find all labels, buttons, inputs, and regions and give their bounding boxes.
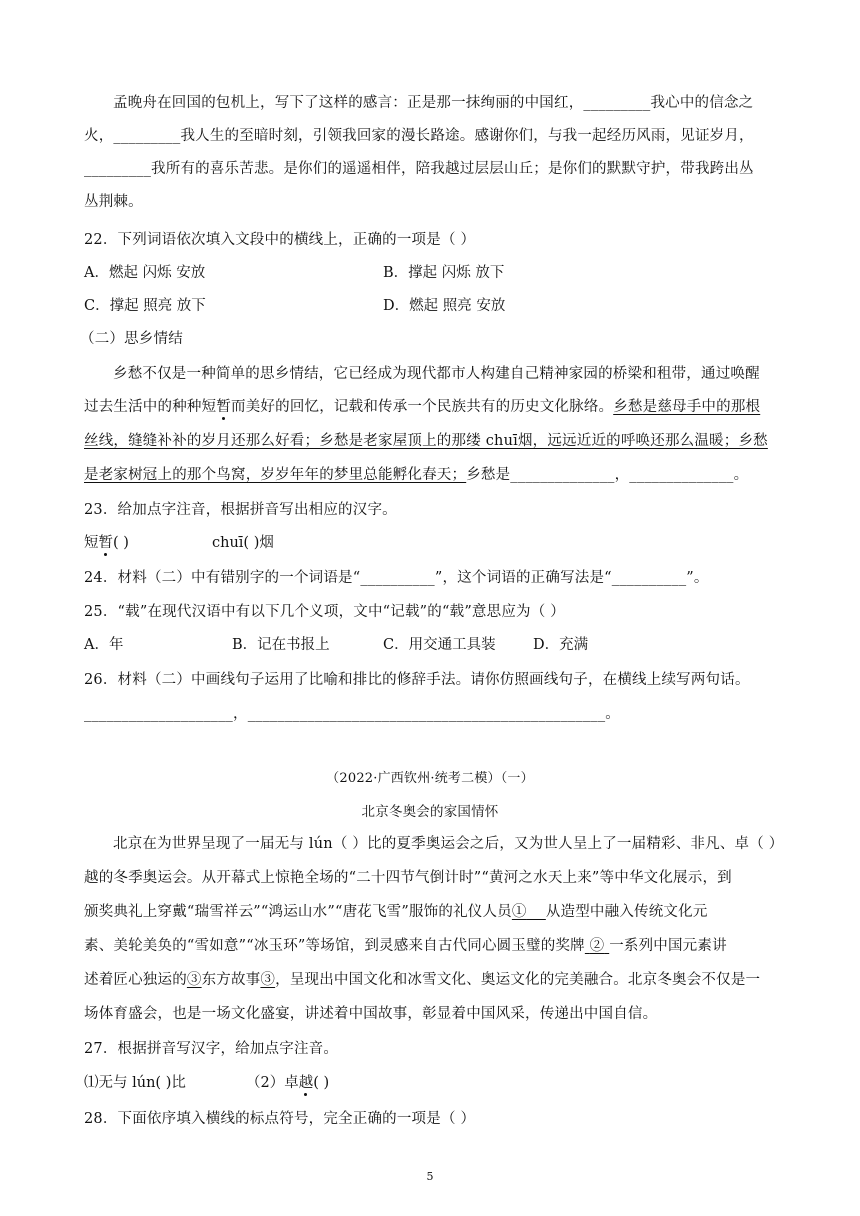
section3-line1: 北京在为世界呈现了一届无与 lún（ ）比的夏季奥运会之后，又为世人呈上了一届精彩、非凡、卓（ ） (113, 836, 784, 852)
section2-line2: 过去生活中的种种短暂而美好的回忆，记载和传承一个民族共有的历史文化脉络。乡愁是慈母手中的那根 (84, 399, 761, 415)
passage1-line3: _________我所有的喜乐苦悲。是你们的遥遥相伴，陪我越过层层山丘；是你们的默默守护，带我跨出丛 (84, 161, 754, 177)
section3-line4: 素、美轮美奂的“雪如意”“冰玉环”等场馆，到灵感来自古代同心圆玉璧的奖牌 ② 一系列中国元素讲 (84, 938, 727, 954)
section2-line1: 乡愁不仅是一种简单的思乡情结，它已经成为现代都市人构建自己精神家园的桥梁和租带，通过唤醒 (113, 366, 760, 382)
q25-option-c: C．用交通工具装 (383, 637, 496, 653)
question-26-stem: 26．材料（二）中画线句子运用了比喻和排比的修辞手法。请你仿照画线句子，在横线上续写两句话。 (84, 672, 750, 688)
q22-option-a: A．燃起 闪烁 安放 (84, 265, 206, 281)
dotted-char: 越 (298, 1075, 314, 1091)
question-23-stem: 23．给加点字注音，根据拼音写出相应的汉字。 (84, 502, 397, 518)
blank-marker-2: ② (589, 938, 605, 954)
page-number: 5 (426, 1170, 434, 1183)
section-2-heading: （二）思乡情结 (80, 331, 183, 347)
section2-line3-underlined: 丝线，缝缝补补的岁月还那么好看；乡愁是老家屋顶上的那缕 chuī烟，远远近近的呼唤还那么温暖；乡愁 (84, 433, 768, 449)
q27-answer-2: （2）卓越( ) (246, 1075, 330, 1091)
q22-option-c: C．撑起 照亮 放下 (84, 298, 206, 314)
passage1-line2: 火，_________我人生的至暗时刻，引领我回家的漫长路途。感谢你们，与我一起经历风雨，见证岁月， (84, 128, 754, 144)
q25-option-a: A．年 (84, 637, 124, 653)
section3-line3: 颁奖典礼上穿戴“瑞雪祥云”“鸿运山水”“唐花飞雪”服饰的礼仪人员① 从造型中融入传统文化元 (84, 904, 708, 920)
section3-line2: 越的冬季奥运会。从开幕式上惊艳全场的“二十四节气倒计时”“黄河之水天上来”等中华文化展示，到 (84, 870, 732, 886)
underlined-sentence-end: 是老家树冠上的那个鸟窝，岁岁年年的梦里总能孵化春天； (84, 467, 467, 483)
passage1-line1: 孟晚舟在回国的包机上，写下了这样的感言：正是那一抹绚丽的中国红，_________我心中的信念之 (113, 95, 754, 111)
q27-answer-1: ⑴无与 lún( )比 (84, 1075, 186, 1091)
blank-marker-1: ① (511, 904, 527, 920)
question-22-stem: 22．下列词语依次填入文段中的横线上，正确的一项是（ ） (84, 232, 476, 248)
blank-marker-3: ③ (186, 972, 202, 988)
question-28-stem: 28．下面依序填入横线的标点符号，完全正确的一项是（ ） (84, 1111, 476, 1127)
section2-line4: 是老家树冠上的那个鸟窝，岁岁年年的梦里总能孵化春天；乡愁是______________，______________。 (84, 467, 749, 483)
section-3-source: （2022·广西钦州·统考二模）（一） (326, 771, 534, 786)
section-3-title: 北京冬奥会的家国情怀 (361, 804, 499, 820)
q23-answer-1: 短暂( ) (84, 535, 129, 551)
q22-option-d: D．燃起 照亮 安放 (383, 298, 506, 314)
q26-answer-blank: ____________________，________________________________________________。 (84, 706, 620, 722)
q23-answer-2: chuī( )烟 (212, 535, 274, 551)
question-27-stem: 27．根据拼音写汉字，给加点字注音。 (84, 1041, 339, 1057)
blank-marker-3b: ③ (260, 972, 276, 988)
passage1-line4: 丛荆棘。 (84, 194, 143, 210)
q25-option-d: D．充满 (533, 637, 589, 653)
underlined-sentence: 乡愁是慈母手中的那根 (613, 399, 761, 415)
question-24-stem: 24．材料（二）中有错别字的一个词语是“__________”，这个词语的正确写法是“__________”。 (84, 570, 709, 586)
question-25-stem: 25．“载”在现代汉语中有以下几个义项，文中“记载”的“载”意思应为（ ） (84, 604, 565, 620)
q25-option-b: B．记在书报上 (232, 637, 330, 653)
dotted-char: 暂 (216, 399, 232, 415)
section3-line6: 场体育盛会，也是一场文化盛宴，讲述着中国故事，彰显着中国风采，传递出中国自信。 (84, 1006, 658, 1022)
q22-option-b: B．撑起 闪烁 放下 (383, 265, 505, 281)
dotted-char: 暂 (98, 535, 113, 551)
section3-line5: 述着匠心独运的③东方故事③，呈现出中国文化和冰雪文化、奥运文化的完美融合。北京冬奥会不仅是一 (84, 972, 761, 988)
